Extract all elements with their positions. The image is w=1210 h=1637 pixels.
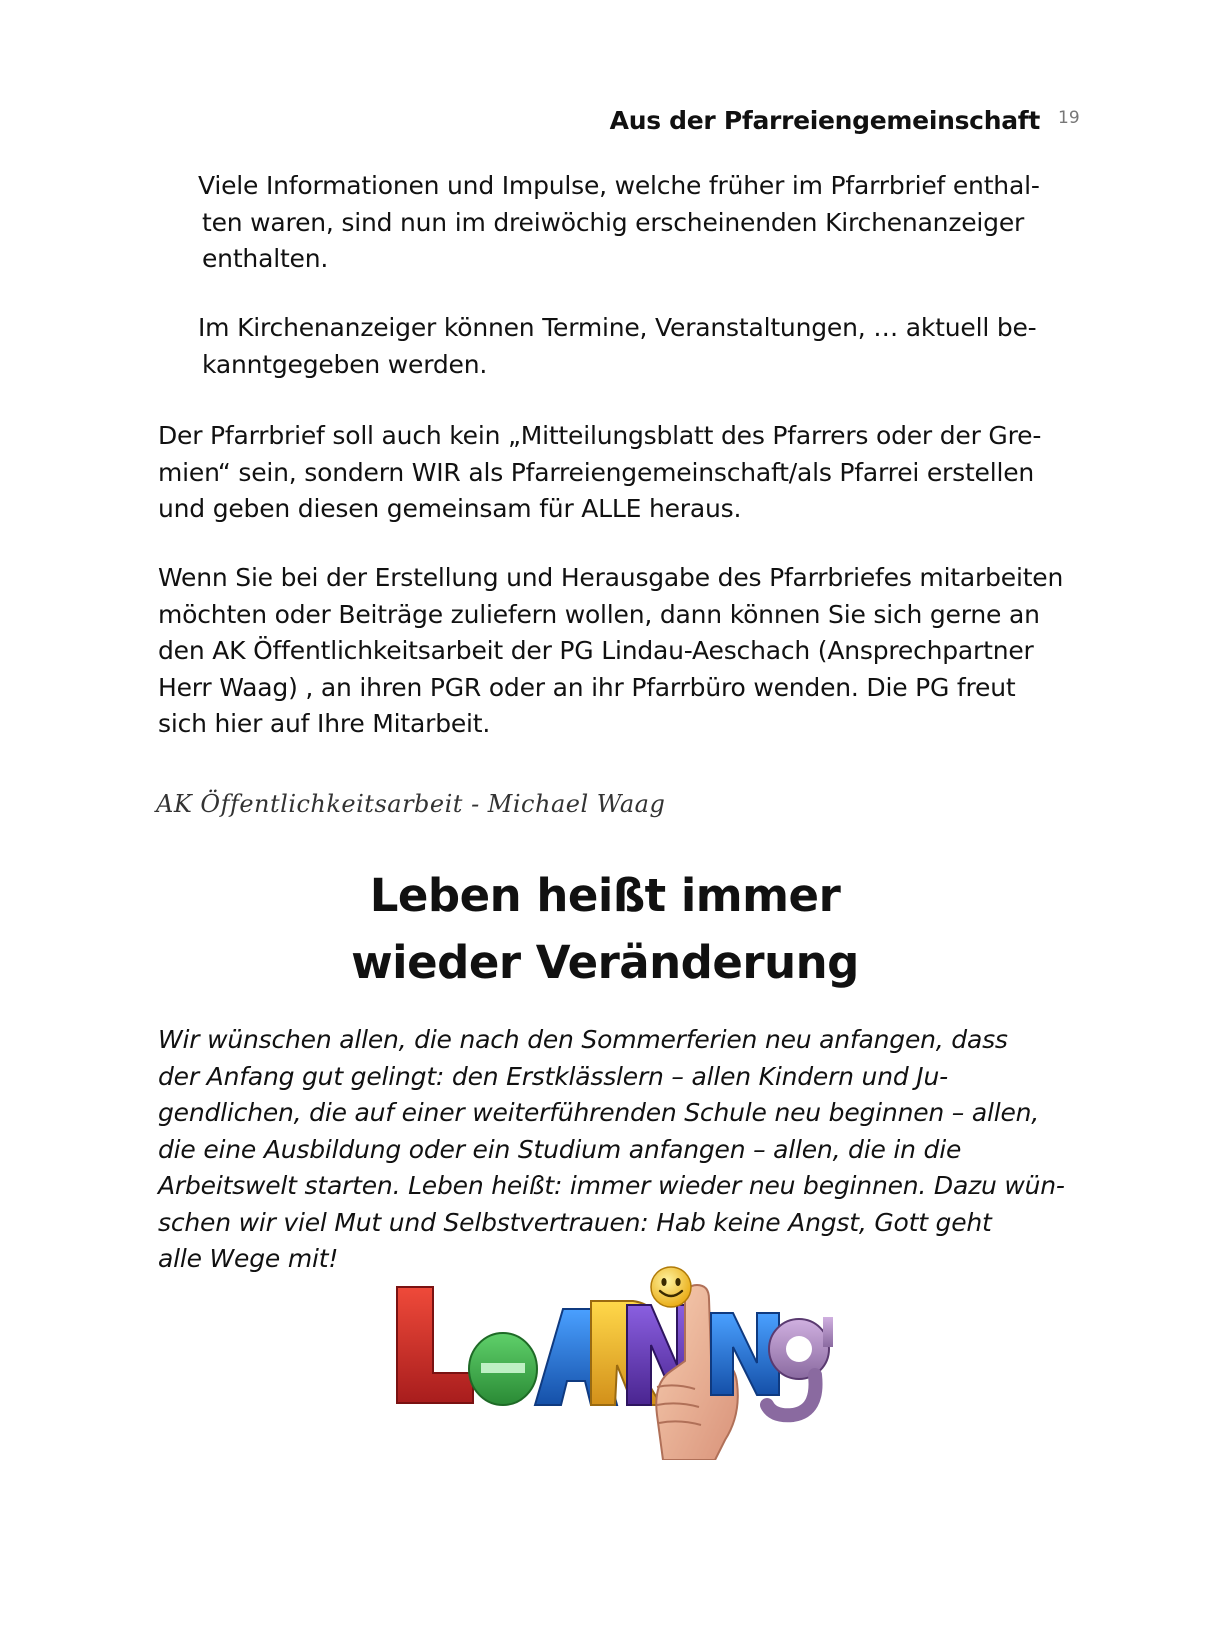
paragraph-line: Viele Informationen und Impulse, welche früher im Pfarrbrief enthal- <box>198 171 1040 200</box>
paragraph-line: und geben diesen gemeinsam für ALLE heraus. <box>158 494 742 523</box>
paragraph-line: ten waren, sind nun im dreiwöchig erscheinenden Kirchenanzeiger <box>202 207 1025 237</box>
body-line: schen wir viel Mut und Selbstvertrauen: Hab keine Angst, Gott geht <box>158 1207 992 1237</box>
body-line: Wir wünschen allen, die nach den Sommerferien neu anfangen, dass <box>158 1025 1008 1054</box>
letter-l <box>397 1287 473 1403</box>
headline-line: wieder Veränderung <box>351 936 859 989</box>
body-line: die eine Ausbildung oder ein Studium anfangen – allen, die in die <box>158 1134 962 1164</box>
running-header: Aus der Pfarreiengemeinschaft <box>609 106 1040 135</box>
body-line: der Anfang gut gelingt: den Erstklässlern – allen Kindern und Ju- <box>158 1061 948 1091</box>
page-number: 19 <box>1058 108 1080 128</box>
paragraph-line: enthalten. <box>202 244 329 273</box>
paragraph-line: Der Pfarrbrief soll auch kein „Mitteilungsblatt des Pfarrers oder der Gre- <box>158 421 1042 450</box>
headline-line: Leben heißt immer <box>369 869 841 922</box>
smiley-icon <box>651 1267 691 1307</box>
signature: AK Öffentlichkeitsarbeit - Michael Waag <box>156 790 666 818</box>
article-headline <box>200 862 1010 996</box>
body-line: Arbeitswelt starten. Leben heißt: immer wieder neu beginnen. Dazu wün- <box>158 1171 1065 1200</box>
paragraph-line: mien“ sein, sondern WIR als Pfarreiengemeinschaft/als Pfarrei erstellen <box>158 457 1035 487</box>
paragraph-pfarrbrief <box>158 418 1041 528</box>
body-line: alle Wege mit! <box>158 1244 339 1273</box>
paragraph-mitarbeit <box>158 560 1063 743</box>
learning-thumbs-up-illustration <box>395 1265 835 1460</box>
paragraph-line: sich hier auf Ihre Mitarbeit. <box>158 709 491 738</box>
paragraph-line: Wenn Sie bei der Erstellung und Herausgabe des Pfarrbriefes mitarbeiten <box>158 563 1064 592</box>
body-line: gendlichen, die auf einer weiterführenden Schule neu beginnen – allen, <box>158 1098 1040 1127</box>
paragraph-info <box>198 168 1040 278</box>
paragraph-line: Herr Waag) , an ihren PGR oder an ihr Pfarrbüro wenden. Die PG freut <box>158 672 1016 702</box>
paragraph-kirchenanzeiger <box>198 310 1037 383</box>
paragraph-line: Im Kirchenanzeiger können Termine, Veranstaltungen, … aktuell be- <box>198 313 1037 342</box>
paragraph-line: kanntgegeben werden. <box>202 349 488 379</box>
paragraph-line: möchten oder Beiträge zuliefern wollen, dann können Sie sich gerne an <box>158 599 1040 629</box>
letter-g <box>767 1317 833 1415</box>
article-body <box>158 1022 1065 1278</box>
paragraph-line: den AK Öffentlichkeitsarbeit der PG Lindau-Aeschach (Ansprechpartner <box>158 636 1034 665</box>
